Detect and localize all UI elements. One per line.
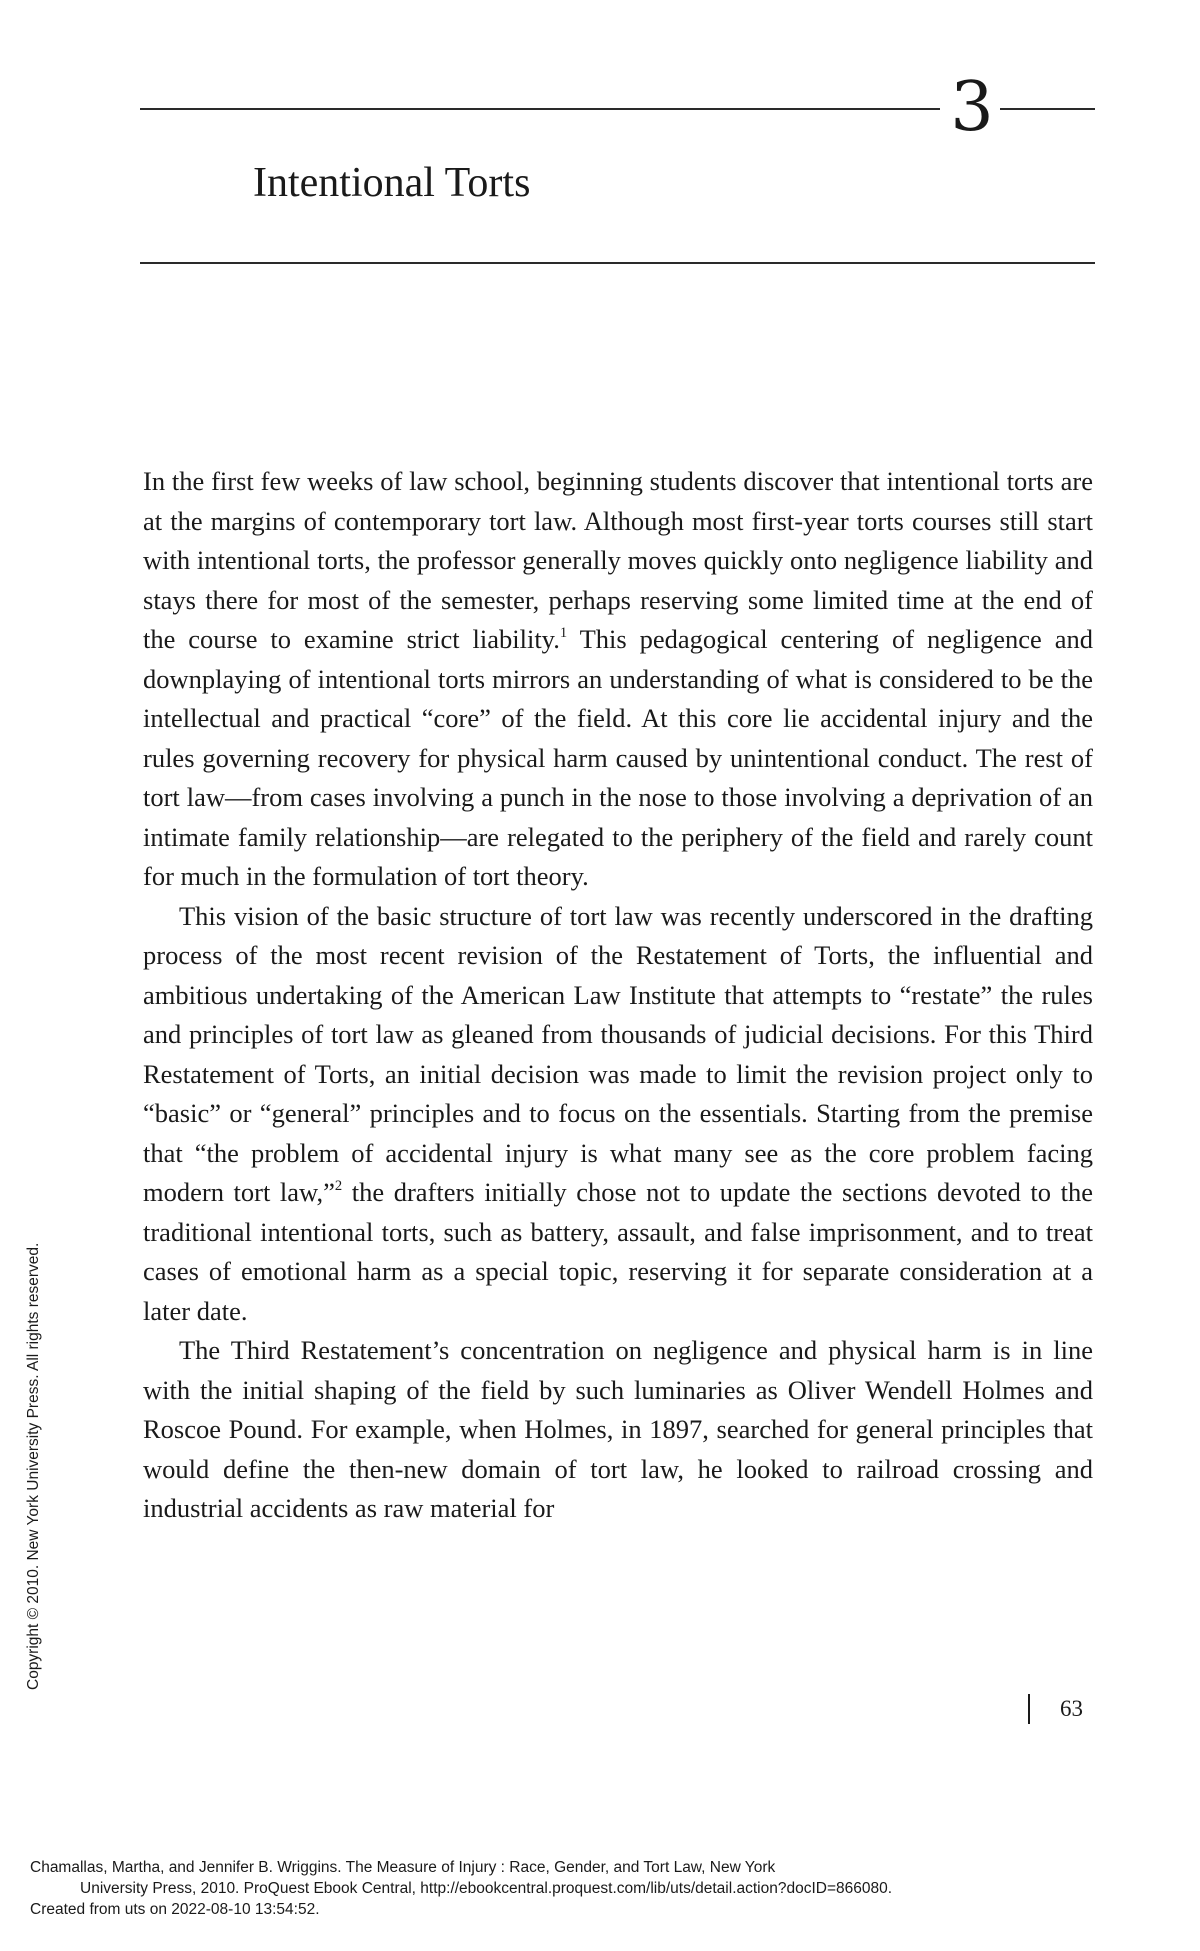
title-underline-rule — [140, 262, 1095, 264]
citation-line: University Press, 2010. ProQuest Ebook Central, http://ebookcentral.proquest.com/lib/uts/detail.action?docID=866080. — [80, 1880, 893, 1897]
footnote-marker[interactable]: 2 — [334, 1178, 343, 1195]
folio-divider — [1028, 1694, 1030, 1724]
header-rule-left — [140, 108, 940, 110]
citation-footer — [30, 1857, 1180, 1920]
citation-line: Chamallas, Martha, and Jennifer B. Wriggins. The Measure of Injury : Race, Gender, and Tort Law, New York — [30, 1859, 776, 1876]
page-number: 63 — [1060, 1696, 1083, 1721]
paragraph: In the first few weeks of law school, beginning students discover that intentional torts are at the margins of contemporary tort law. Although most first-year torts courses still start with intentional torts, the professor generally moves quickly onto negligence liability and stays there for most of the semester, perhaps reserving some limited time at the end of the course to examine strict liability.$^1$ This pedagogical centering of negligence and downplaying of intentional torts mirrors an understanding of what is considered to be the intellectual and practical “core” of the field. At this core lie accidental injury and the rules governing recovery for physical harm caused by unintentional conduct. The rest of tort law—from cases involving a punch in the nose to those involving a deprivation of an intimate family relationship—are relegated to the periphery of the field and rarely count for much in the formulation of tort theory. — [143, 466, 1093, 891]
footnote-marker[interactable]: 1 — [559, 625, 568, 642]
body-text — [143, 462, 1093, 1529]
copyright-notice: Copyright © 2010. New York University Press. All rights reserved. — [25, 1242, 42, 1690]
paragraph: The Third Restatement’s concentration on negligence and physical harm is in line with the initial shaping of the field by such luminaries as Oliver Wendell Holmes and Roscoe Pound. For example, when Holmes, in 1897, searched for general principles that would define the then-new domain of tort law, he looked to railroad crossing and industrial accidents as raw material for — [143, 1335, 1093, 1523]
chapter-number: 3 — [950, 68, 994, 147]
chapter-title: Intentional Torts — [253, 160, 531, 206]
paragraph: This vision of the basic structure of tort law was recently underscored in the drafting process of the most recent revision of the Restatement of Torts, the influential and ambitious undertaking of the American Law Institute that attempts to “restate” the rules and principles of tort law as gleaned from thousands of judicial decisions. For this Third Restatement of Torts, an initial decision was made to limit the revision project only to “basic” or “general” principles and to focus on the essentials. Starting from the premise that “the problem of accidental injury is what many see as the core problem facing modern tort law,”$^2$ the drafters initially chose not to update the sections devoted to the traditional intentional torts, such as battery, assault, and false imprisonment, and to treat cases of emotional harm as a special topic, reserving it for separate consideration at a later date. — [143, 900, 1093, 1326]
header-rule-right — [1000, 108, 1095, 110]
created-timestamp: Created from uts on 2022-08-10 13:54:52. — [30, 1901, 320, 1918]
